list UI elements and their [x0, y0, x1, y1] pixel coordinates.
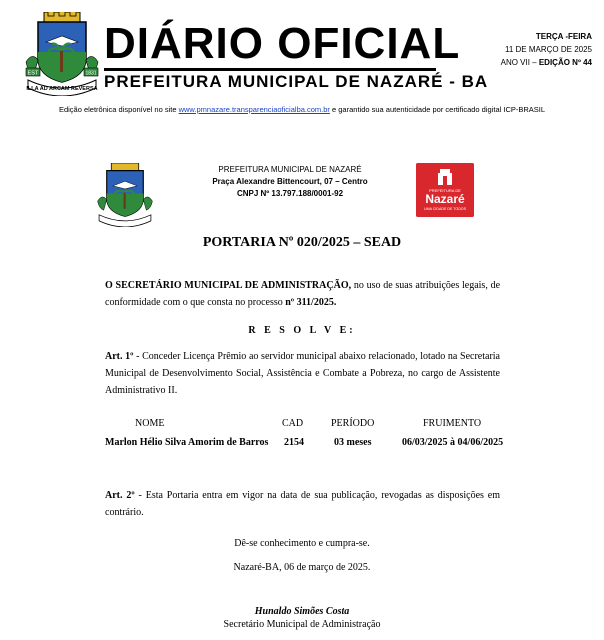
cell-fruimento: 06/03/2025 à 04/06/2025	[402, 437, 504, 448]
letterhead-institution: PREFEITURA MUNICIPAL DE NAZARÉ	[218, 165, 362, 174]
cell-nome: Marlon Hélio Silva Amorim de Barros	[105, 437, 269, 448]
logo-tagline-text: UMA CIDADE DE TODOS	[423, 207, 467, 211]
process-number: nº 311/2025.	[285, 297, 337, 308]
crest-year-text: 1831	[85, 70, 97, 77]
article-2-label: Art. 2º	[105, 490, 135, 501]
col-header-cad: CAD	[282, 418, 304, 429]
secretary-heading: O SECRETÁRIO MUNICIPAL DE ADMINISTRAÇÃO,	[105, 280, 352, 291]
signer-role: Secretário Municipal de Administração	[223, 619, 381, 630]
crest-est-text: EST	[27, 70, 39, 77]
col-header-nome: NOME	[135, 418, 165, 429]
transparency-site-link[interactable]: www.pmnazare.transparenciaoficialba.com.br	[178, 105, 330, 114]
masthead-subtitle: PREFEITURA MUNICIPAL DE NAZARÉ - BA	[104, 72, 489, 91]
municipal-crest-icon	[24, 12, 100, 96]
article-2	[105, 487, 500, 521]
electronic-edition-notice	[0, 105, 604, 114]
logo-name-text: Nazaré	[425, 192, 465, 206]
crest-motto-text: ILLA AD ARCAM REVERSA	[26, 86, 98, 92]
logo-small-text: PREFEITURA DE	[429, 188, 461, 193]
letterhead-crest-icon	[95, 163, 155, 227]
col-header-periodo: PERÍODO	[331, 418, 375, 429]
letterhead-text	[180, 164, 400, 200]
letterhead-address: Praça Alexandre Bittencourt, 07 – Centro	[212, 177, 368, 186]
preamble-text: no uso de suas atribuições legais, de conformidade com o que consta no processo	[105, 280, 501, 308]
signer-name: Hunaldo Simões Costa	[254, 606, 350, 617]
cell-periodo: 03 meses	[334, 437, 372, 448]
edition-year: ANO VII –	[500, 58, 539, 67]
col-header-fruimento: FRUIMENTO	[423, 418, 482, 429]
edition-number: EDIÇÃO Nº 44	[538, 58, 592, 67]
portaria-title: PORTARIA Nº 020/2025 – SEAD	[202, 235, 402, 250]
notice-before: Edição eletrônica disponível no site	[58, 105, 179, 114]
closing-statement: Dê-se conhecimento e cumpra-se.	[234, 538, 370, 549]
preamble-paragraph	[105, 277, 500, 311]
masthead-title: DIÁRIO OFICIAL	[104, 19, 461, 68]
notice-after: e garantido sua autenticidade por certificado digital ICP-BRASIL	[329, 105, 546, 114]
article-1-label: Art. 1º	[105, 351, 134, 362]
place-and-date: Nazaré-BA, 06 de março de 2025.	[233, 562, 371, 573]
edition-line	[501, 56, 592, 69]
masthead-divider	[104, 68, 436, 71]
nazare-city-logo-icon	[416, 163, 474, 217]
edition-date-block	[501, 30, 592, 69]
article-2-text: - Esta Portaria entra em vigor na data de sua publicação, revogadas as disposições em contrário.	[105, 490, 500, 518]
letterhead-cnpj: CNPJ Nº 13.797.188/0001-92	[236, 189, 344, 198]
article-1-text: - Conceder Licença Prêmio ao servidor municipal abaixo relacionado, lotado na Secretaria Municipal de Desenvolvimento Social, Assistência e Combate a Pobreza, no cargo de Assistente Administrativo II.	[105, 351, 501, 396]
resolve-heading: R E S O L V E:	[248, 325, 356, 336]
cell-cad: 2154	[284, 437, 304, 448]
weekday: TERÇA -FEIRA	[535, 32, 592, 41]
publication-date: 11 DE MARÇO DE 2025	[505, 45, 592, 54]
article-1	[105, 348, 500, 399]
